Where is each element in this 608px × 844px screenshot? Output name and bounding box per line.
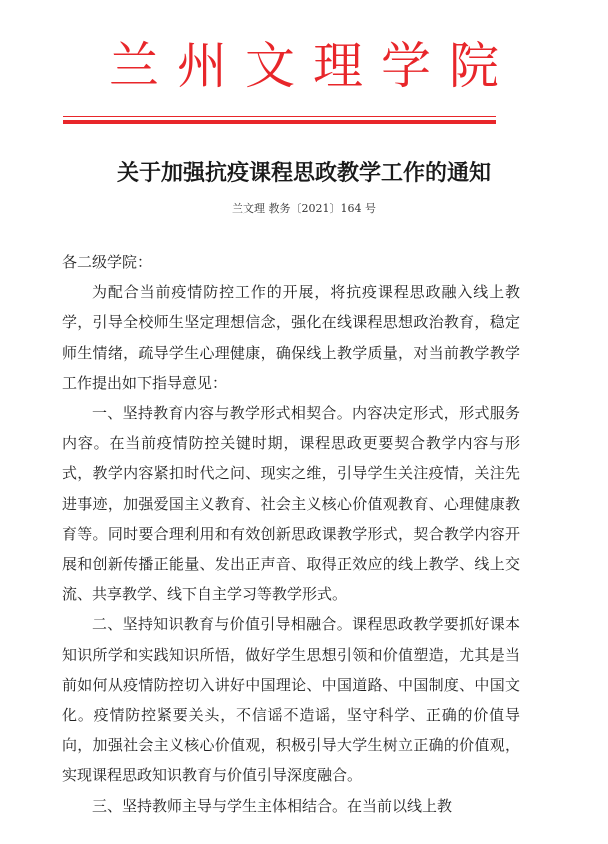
paragraph-two: 二、坚持知识教育与价值引导相融合。课程思政教学要抓好课本知识所学和实践知识所悟，做好学生思想引领和价值塑造，尤其是当前如何从疫情防控切入讲好中国理论、中国道路、中国制度、中国文化。疫情防控紧要关头，不信谣不造谣，坚守科学、正确的价值导向，加强社会主义核心价值观，积极引导大学生树立正确的价值观，实现课程思政知识教育与价值引导深度融合。 (62, 615, 520, 785)
document-body (62, 247, 520, 821)
institution-header: 兰州文理学院 (109, 37, 517, 95)
header-rule-thin (63, 116, 496, 117)
header-rule-thick (63, 120, 496, 124)
paragraph-intro: 为配合当前疫情防控工作的开展，将抗疫课程思政融入线上教学，引导全校师生坚定理想信念，强化在线课程思想政治教育，稳定师生情绪，疏导学生心理健康，确保线上教学质量，对当前教学教学工作提出如下指导意见： (62, 283, 520, 392)
paragraph-one: 一、坚持教育内容与教学形式相契合。内容决定形式，形式服务内容。在当前疫情防控关键时期，课程思政更要契合教学内容与形式，教学内容紧扣时代之问、现实之维，引导学生关注疫情，关注先进事迹，加强爱国主义教育、社会主义核心价值观教育、心理健康教育等。同时要合理利用和有效创新思政课教学形式，契合教学内容开展和创新传播正能量、发出正声音、取得正效应的线上教学、线上交流、共享教学、线下自主学习等教学形式。 (62, 404, 520, 604)
document-title: 关于加强抗疫课程思政教学工作的通知 (116, 160, 491, 186)
document-number: 兰文理 教务〔2021〕164 号 (232, 202, 376, 215)
paragraph-three: 三、坚持教师主导与学生主体相结合。在当前以线上教 (92, 796, 453, 815)
salutation: 各二级学院： (62, 253, 153, 271)
